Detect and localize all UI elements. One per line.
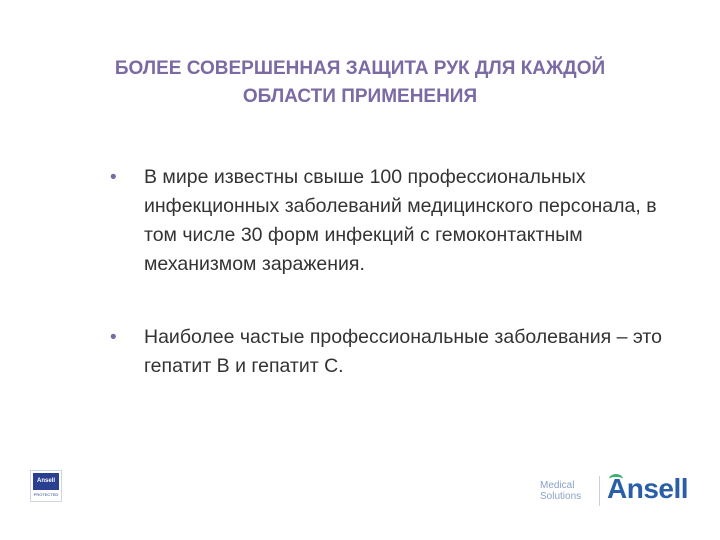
brand-divider — [599, 476, 600, 506]
bullet-text: Наиболее частые профессиональные заболевания – это гепатит В и гепатит С. — [144, 326, 662, 377]
solutions-line: Solutions — [540, 491, 582, 502]
ansell-logo: Ansell — [607, 473, 689, 504]
bullet-text: В мире известны свыше 100 профессиональных инфекционных заболеваний медицинского персонала, в том числе 30 форм инфекций с гемоконтактным механизмом заражения. — [144, 166, 657, 275]
title-line-1: БОЛЕЕ СОВЕРШЕННАЯ ЗАЩИТА РУК ДЛЯ КАЖДОЙ — [114, 58, 606, 79]
slide-title — [30, 55, 690, 111]
bullet-item — [107, 163, 667, 279]
title-line-2: ОБЛАСТИ ПРИМЕНЕНИЯ — [242, 86, 478, 107]
bullet-marker: • — [110, 327, 117, 348]
bullet-list — [107, 163, 667, 381]
medical-line: Medical — [540, 480, 575, 491]
medical-solutions-label — [540, 480, 590, 502]
bullet-marker: • — [110, 167, 117, 188]
small-logo-subtext: PROTECTED — [33, 492, 59, 497]
small-logo-text: Ansell — [33, 473, 59, 490]
ansell-small-logo — [30, 470, 62, 502]
brand-footer — [535, 470, 695, 510]
bullet-item — [107, 323, 667, 381]
